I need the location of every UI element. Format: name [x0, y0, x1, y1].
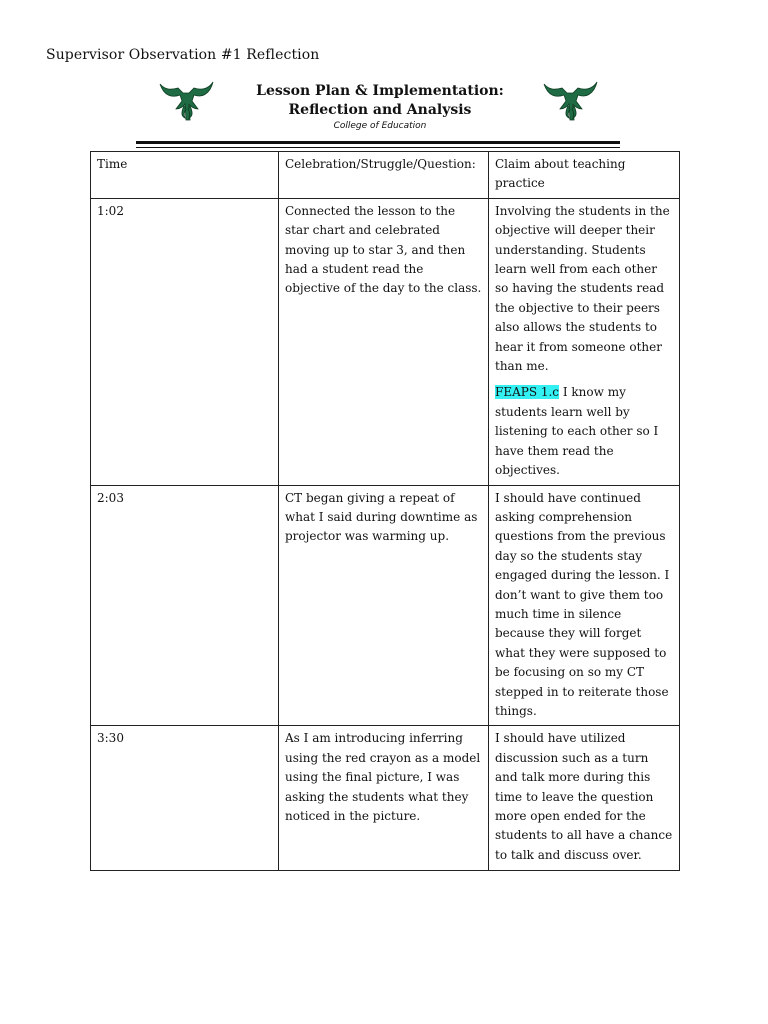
claim-cell: I should have utilized discussion such as a turn and talk more during this time to leave the question more open ended for the students to all have a chance to talk and discuss over. — [489, 726, 680, 871]
header-claim: Claim about teaching practice — [489, 152, 680, 199]
time-cell: 2:03 — [91, 485, 279, 726]
reflection-table — [90, 151, 680, 871]
table-row — [91, 485, 680, 726]
celebration-cell: As I am introducing inferring using the red crayon as a model using the final picture, I was asking the students what they noticed in the picture. — [279, 726, 489, 871]
celebration-cell: CT began giving a repeat of what I said during downtime as projector was warming up. — [279, 485, 489, 726]
document-title-line-2: Reflection and Analysis — [288, 102, 472, 118]
table-header-row — [91, 152, 680, 199]
feaps-note — [495, 383, 673, 480]
table-row — [91, 726, 680, 871]
time-cell: 1:02 — [91, 198, 279, 485]
usf-bull-logo-icon — [542, 76, 598, 124]
document-title-line-1: Lesson Plan & Implementation: — [256, 83, 504, 99]
title-block — [230, 82, 530, 132]
celebration-cell: Connected the lesson to the star chart and celebrated moving up to star 3, and then had a student read the objective of the day to the class. — [279, 198, 489, 485]
header-divider-thick — [136, 141, 620, 144]
header-divider-thin — [136, 147, 620, 148]
table-row — [91, 198, 680, 485]
header-time: Time — [91, 152, 279, 199]
header-celebration: Celebration/Struggle/Question: — [279, 152, 489, 199]
document-subtitle: College of Education — [333, 121, 427, 131]
feaps-standard-tag: FEAPS 1.c — [495, 385, 560, 400]
page-heading: Supervisor Observation #1 Reflection — [46, 47, 320, 63]
usf-bull-logo-icon — [158, 76, 214, 124]
claim-cell — [489, 198, 680, 485]
time-cell: 3:30 — [91, 726, 279, 871]
feaps-note-text: I know my students learn well by listening to each other so I have them read the objectives. — [495, 385, 659, 478]
claim-text: Involving the students in the objective will deeper their understanding. Students learn well from each other so having the students read the objective to their peers also allows the students to hear it from someone other than me. — [495, 203, 670, 374]
claim-cell: I should have continued asking comprehension questions from the previous day so the students stay engaged during the lesson. I don’t want to give them too much time in silence because they will forget what they were supposed to be focusing on so my CT stepped in to reiterate those things. — [489, 485, 680, 726]
